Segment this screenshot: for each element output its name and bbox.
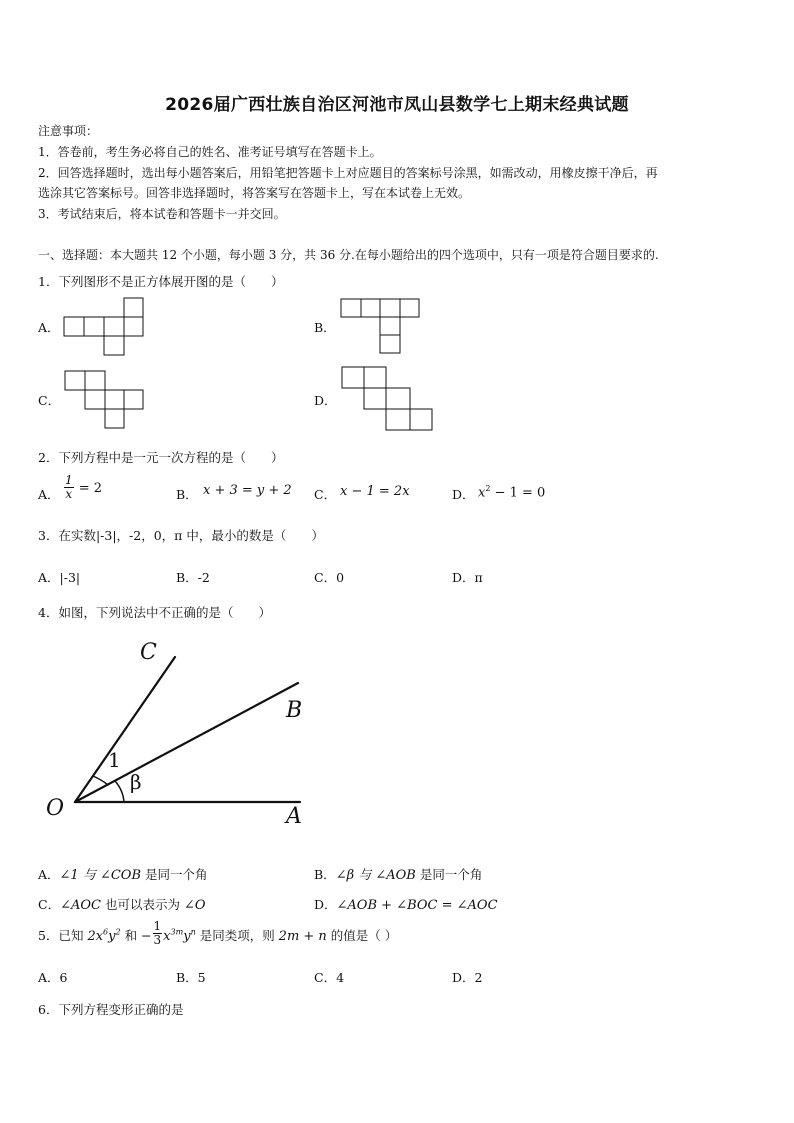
question-3-stem: 3．在实数|-3|，-2，0，π 中，最小的数是（ ） bbox=[38, 528, 324, 543]
q4-c-text: 也可以表示为 bbox=[100, 897, 184, 912]
notice-item-1: 1．答卷前，考生务必将自己的姓名、准考证号填写在答题卡上。 bbox=[38, 145, 382, 159]
q2-option-c-equation: x − 1 = 2x bbox=[340, 484, 410, 499]
q5-t1-exp-y: 2 bbox=[115, 927, 121, 937]
q4-a-math: ∠1 与 ∠COB bbox=[59, 868, 142, 883]
q5-text-end: 的值是（ ） bbox=[326, 928, 398, 943]
q4-b-label: B． bbox=[314, 867, 336, 882]
q2-option-a-label: A． bbox=[38, 487, 60, 502]
q2-a-denominator: x bbox=[65, 487, 73, 501]
q5-t2-x: x bbox=[163, 929, 171, 944]
q4-option-a bbox=[38, 864, 208, 883]
section-heading: 一、选择题：本大题共 12 个小题，每小题 3 分，共 36 分.在每小题给出的四个选项中，只有一项是符合题目要求的. bbox=[38, 248, 659, 262]
q5-text-pre: 5．已知 bbox=[38, 928, 88, 943]
q2-a-rest: = 2 bbox=[78, 481, 103, 496]
q1-option-a-label: A． bbox=[38, 320, 60, 335]
q5-option-d: D．2 bbox=[452, 970, 483, 985]
q5-frac-num: 1 bbox=[153, 919, 162, 933]
arc-angle-beta bbox=[115, 781, 124, 802]
q2-a-numerator: 1 bbox=[65, 473, 73, 487]
q1-option-d-label: D． bbox=[314, 393, 337, 408]
angle-1-label: 1 bbox=[108, 748, 121, 772]
notice-item-2-cont: 选涂其它答案标号。回答非选择题时，将答案写在答题卡上，写在本试卷上无效。 bbox=[38, 186, 471, 200]
q5-term-1 bbox=[87, 929, 120, 944]
question-5-stem bbox=[38, 919, 398, 947]
question-6-stem: 6．下列方程变形正确的是 bbox=[38, 1002, 184, 1017]
question-2-stem: 2．下列方程中是一元一次方程的是（ ） bbox=[38, 450, 284, 465]
q4-option-c bbox=[38, 895, 205, 913]
question-1-stem: 1．下列图形不是正方体展开图的是（ ） bbox=[38, 274, 284, 289]
q5-t1-base: 2x bbox=[87, 929, 104, 944]
q5-minus: − bbox=[141, 928, 152, 943]
q5-text-mid: 和 bbox=[120, 928, 142, 943]
point-c-label: C bbox=[140, 640, 157, 665]
q5-t1-y: y bbox=[108, 929, 116, 944]
q4-d-label: D． bbox=[314, 897, 337, 912]
q5-expression: 2m + n bbox=[278, 929, 327, 944]
q3-option-d: D．π bbox=[452, 570, 483, 585]
q3-option-c: C．0 bbox=[314, 570, 345, 585]
q2-option-b-label: B． bbox=[176, 487, 198, 502]
q5-frac-den: 3 bbox=[153, 933, 162, 947]
q5-option-c: C．4 bbox=[314, 970, 345, 985]
q4-d-math: ∠AOB + ∠BOC = ∠AOC bbox=[336, 898, 498, 913]
question-4-stem: 4．如图，下列说法中不正确的是（ ） bbox=[38, 605, 271, 620]
q2-option-c-label: C． bbox=[314, 487, 337, 502]
q1-option-b-label: B． bbox=[314, 320, 336, 335]
point-o-label: O bbox=[46, 796, 65, 821]
ray-oc bbox=[75, 657, 175, 802]
q2-option-b-equation: x + 3 = y + 2 bbox=[203, 483, 292, 498]
q2-d-exponent: 2 bbox=[485, 484, 491, 493]
notice-heading: 注意事项： bbox=[38, 124, 99, 138]
q4-option-b bbox=[314, 864, 482, 883]
q5-t2-y: y bbox=[183, 929, 191, 944]
q5-text-post: 是同类项，则 bbox=[195, 928, 279, 943]
q4-c-label: C． bbox=[38, 897, 61, 912]
q2-d-base: x bbox=[478, 485, 486, 501]
q4-b-math: ∠β 与 ∠AOB bbox=[335, 868, 416, 883]
notice-item-3: 3．考试结束后，将本试卷和答题卡一并交回。 bbox=[38, 207, 286, 221]
q3-option-b: B．-2 bbox=[176, 570, 210, 585]
q3-option-a: A．|-3| bbox=[38, 570, 81, 585]
notice-item-2: 2．回答选择题时，选出每小题答案后，用铅笔把答题卡上对应题目的答案标号涂黑，如需改动，用橡皮擦干净后，再 bbox=[38, 166, 658, 180]
q2-option-d-label: D． bbox=[452, 487, 475, 502]
q4-option-d bbox=[314, 895, 498, 913]
q5-option-a: A．6 bbox=[38, 970, 68, 985]
q2-d-rest: − 1 = 0 bbox=[490, 485, 546, 501]
q5-t2-exp-y: n bbox=[190, 927, 196, 937]
q5-t1-exp-x: 6 bbox=[103, 927, 109, 937]
q4-c-math-2: ∠O bbox=[183, 898, 206, 913]
q5-t2-exp-x: 3m bbox=[170, 927, 184, 937]
point-a-label: A bbox=[286, 804, 302, 829]
q5-term-2 bbox=[163, 929, 196, 944]
q4-a-label: A． bbox=[38, 867, 60, 882]
q1-option-c-label: C． bbox=[38, 393, 61, 408]
page-title: 2026届广西壮族自治区河池市凤山县数学七上期末经典试题 bbox=[165, 95, 629, 115]
q4-c-math-1: ∠AOC bbox=[60, 898, 101, 913]
arc-angle-1 bbox=[93, 776, 108, 785]
ray-ob bbox=[75, 683, 298, 802]
q5-option-b: B．5 bbox=[176, 970, 206, 985]
q4-b-text: 是同一个角 bbox=[415, 867, 483, 882]
point-b-label: B bbox=[286, 698, 303, 723]
angle-beta-label: β bbox=[130, 770, 142, 794]
q4-a-text: 是同一个角 bbox=[141, 867, 208, 882]
